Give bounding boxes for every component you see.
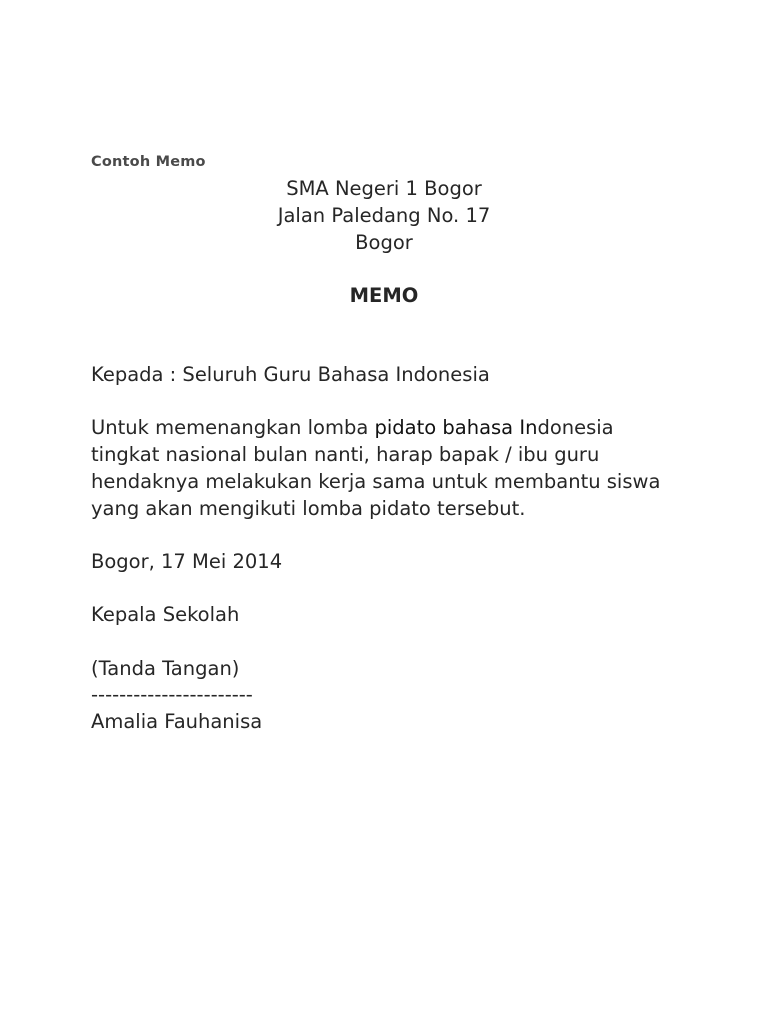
recipient-line: Kepada : Seluruh Guru Bahasa Indonesia — [91, 363, 490, 386]
memo-body — [91, 362, 751, 736]
message-line-1-highlight: pidato bahasa In — [374, 416, 538, 440]
school-name: SMA Negeri 1 Bogor — [286, 177, 482, 200]
signatory-title: Kepala Sekolah — [91, 603, 240, 627]
signatory-name: Amalia Fauhanisa — [91, 710, 263, 734]
message-line-1-end: donesia — [537, 416, 614, 440]
signature-line: ----------------------- — [91, 683, 253, 707]
date-line: Bogor, 17 Mei 2014 — [91, 549, 283, 573]
message-line-1-start: Untuk memenangkan lomba — [91, 416, 375, 440]
school-city: Bogor — [355, 231, 413, 254]
letterhead — [0, 175, 768, 256]
school-address: Jalan Paledang No. 17 — [277, 204, 491, 227]
message-line-4: yang akan mengikuti lomba pidato tersebut. — [91, 496, 526, 520]
message-line-3: hendaknya melakukan kerja sama untuk membantu siswa — [91, 469, 661, 493]
document-caption: Contoh Memo — [91, 154, 206, 170]
signature-placeholder: (Tanda Tangan) — [91, 656, 240, 680]
message-line-1 — [91, 415, 751, 442]
message-line-2: tingkat nasional bulan nanti, harap bapak / ibu guru — [91, 443, 600, 467]
memo-title: MEMO — [349, 284, 419, 307]
